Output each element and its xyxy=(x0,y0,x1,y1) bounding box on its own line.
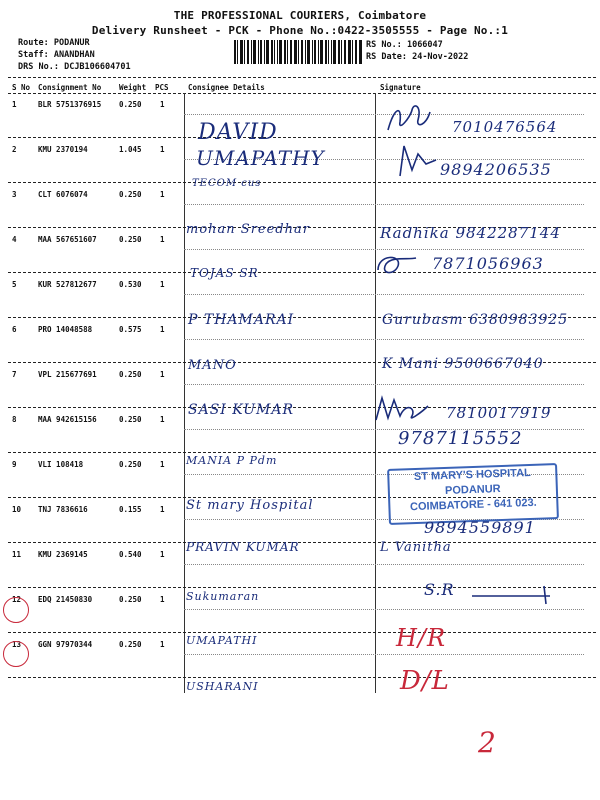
row-weight: 0.250 xyxy=(119,415,142,424)
handwritten-name: UMAPATHY xyxy=(196,146,325,170)
row-mid-rule xyxy=(184,609,584,610)
handwritten-name: MANIA P Pdm xyxy=(186,454,278,467)
row-consignment-number: VLI 108418 xyxy=(38,460,84,469)
handwritten-name: Sukumaran xyxy=(186,590,260,603)
runsheet-subtitle: Delivery Runsheet - PCK - Phone No.:0422-3505555 - Page No.:1 xyxy=(91,24,509,37)
row-consignment-number: BLR 5751376915 xyxy=(38,100,102,109)
row-pieces: 1 xyxy=(160,190,165,199)
row-serial-number: 10 xyxy=(12,505,22,514)
header-rule-top xyxy=(8,77,596,78)
col-consignee: Consignee Details xyxy=(188,83,265,92)
handwritten-phone: L Vanitha xyxy=(380,540,452,555)
rs-date-line: RS Date: 24-Nov-2022 xyxy=(366,52,469,62)
row-weight: 0.250 xyxy=(119,100,142,109)
handwritten-phone: K Mani 9500667040 xyxy=(382,356,544,372)
row-serial-number: 1 xyxy=(12,100,17,109)
row-weight: 0.250 xyxy=(119,595,142,604)
handwritten-name: TECOM cus xyxy=(192,178,262,189)
row-serial-number: 6 xyxy=(12,325,17,334)
hospital-stamp: ST MARY'S HOSPITAL PODANUR COIMBATORE - 641 023. xyxy=(387,463,559,525)
row-pieces: 1 xyxy=(160,145,165,154)
row-mid-rule xyxy=(184,339,584,340)
rs-no-line: RS No.: 1066047 xyxy=(366,40,443,50)
handwritten-name: MANO xyxy=(188,358,237,373)
handwritten-phone: 7010476564 xyxy=(452,118,558,136)
staff-line: Staff: ANANDHAN xyxy=(18,50,95,60)
row-weight: 0.250 xyxy=(119,460,142,469)
rs-no-value: 1066047 xyxy=(406,40,443,50)
consignee-column-divider xyxy=(184,93,185,693)
handwritten-phone: 9787115552 xyxy=(398,428,523,449)
row-serial-number: 3 xyxy=(12,190,17,199)
red-mark-page-count: 2 xyxy=(478,726,497,759)
handwritten-name: UMAPATHI xyxy=(186,634,258,647)
route-value: PODANUR xyxy=(53,38,90,48)
handwritten-phone: 9894559891 xyxy=(424,518,536,537)
row-consignment-number: MAA 942615156 xyxy=(38,415,97,424)
handwritten-name: SASI KUMAR xyxy=(188,402,295,418)
row-pieces: 1 xyxy=(160,595,165,604)
row-separator xyxy=(8,632,596,633)
row-separator xyxy=(8,677,596,678)
red-circle-row-12 xyxy=(3,597,29,623)
row-separator xyxy=(8,452,596,453)
signature-scribble-7 xyxy=(372,392,432,426)
rs-date-value: 24-Nov-2022 xyxy=(412,52,469,62)
runsheet-title: THE PROFESSIONAL COURIERS, Coimbatore xyxy=(173,9,427,22)
row-mid-rule xyxy=(184,204,584,205)
row-consignment-number: GGN 97970344 xyxy=(38,640,93,649)
col-weight: Weight xyxy=(119,83,147,92)
row-serial-number: 5 xyxy=(12,280,17,289)
handwritten-phone: 7810017919 xyxy=(446,404,552,422)
row-serial-number: 13 xyxy=(12,640,22,649)
row-pieces: 1 xyxy=(160,100,165,109)
row-pieces: 1 xyxy=(160,280,165,289)
handwritten-name: St mary Hospital xyxy=(186,498,314,513)
row-weight: 0.575 xyxy=(119,325,142,334)
row-weight: 0.540 xyxy=(119,550,142,559)
row-serial-number: 2 xyxy=(12,145,17,154)
handwritten-phone: Radhika 9842287144 xyxy=(380,224,561,242)
row-serial-number: 11 xyxy=(12,550,22,559)
header-rule-bottom xyxy=(8,93,596,94)
row-weight: 0.250 xyxy=(119,190,142,199)
row-weight: 0.250 xyxy=(119,640,142,649)
row-mid-rule xyxy=(184,429,584,430)
handwritten-name: USHARANI xyxy=(186,680,259,693)
row-weight: 0.530 xyxy=(119,280,142,289)
row-weight: 1.045 xyxy=(119,145,142,154)
row-consignment-number: MAA 567651607 xyxy=(38,235,97,244)
row-mid-rule xyxy=(184,384,584,385)
row-separator xyxy=(8,542,596,543)
row-mid-rule xyxy=(184,654,584,655)
red-circle-row-13 xyxy=(3,641,29,667)
row-pieces: 1 xyxy=(160,415,165,424)
col-signature: Signature xyxy=(380,83,421,92)
handwritten-name: mohan Sreedhar xyxy=(186,222,310,237)
route-line: Route: PODANUR xyxy=(18,38,90,48)
row-consignment-number: TNJ 7836616 xyxy=(38,505,88,514)
red-mark-dl: D/L xyxy=(400,666,450,696)
handwritten-phone: 9894206535 xyxy=(440,160,552,179)
row-serial-number: 8 xyxy=(12,415,17,424)
row-serial-number: 9 xyxy=(12,460,17,469)
row-pieces: 1 xyxy=(160,550,165,559)
drs-value: DCJB106604701 xyxy=(64,62,131,72)
row-pieces: 1 xyxy=(160,460,165,469)
row-serial-number: 12 xyxy=(12,595,22,604)
signature-scribble-12 xyxy=(470,582,560,606)
row-serial-number: 7 xyxy=(12,370,17,379)
row-weight: 0.250 xyxy=(119,370,142,379)
row-pieces: 1 xyxy=(160,640,165,649)
row-consignment-number: KMU 2369145 xyxy=(38,550,88,559)
handwritten-name: TOJAS SR xyxy=(190,266,259,280)
drs-line: DRS No.: DCJB106604701 xyxy=(18,62,131,72)
row-pieces: 1 xyxy=(160,370,165,379)
col-pcs: PCS xyxy=(155,83,169,92)
handwritten-name: DAVID xyxy=(198,120,278,145)
row-serial-number: 4 xyxy=(12,235,17,244)
row-weight: 0.155 xyxy=(119,505,142,514)
row-pieces: 1 xyxy=(160,235,165,244)
col-sno: S No xyxy=(12,83,31,92)
row-pieces: 1 xyxy=(160,505,165,514)
signature-scribble-1 xyxy=(382,98,442,138)
row-mid-rule xyxy=(184,564,584,565)
signature-scribble-2 xyxy=(396,140,440,180)
handwritten-name: P THAMARAI xyxy=(188,312,295,328)
barcode xyxy=(234,40,362,64)
handwritten-phone: Gurubasm 6380983925 xyxy=(382,312,569,328)
red-mark-hr: H/R xyxy=(396,624,447,652)
row-pieces: 1 xyxy=(160,325,165,334)
row-consignment-number: CLT 6076074 xyxy=(38,190,88,199)
row-separator xyxy=(8,182,596,183)
handwritten-name: PRAVIN KUMAR xyxy=(186,540,300,554)
row-consignment-number: KMU 2370194 xyxy=(38,145,88,154)
row-consignment-number: PRO 14048588 xyxy=(38,325,93,334)
row-consignment-number: VPL 215677691 xyxy=(38,370,97,379)
staff-value: ANANDHAN xyxy=(53,50,95,60)
handwritten-phone: 7871056963 xyxy=(432,254,544,273)
row-consignment-number: EDQ 21450830 xyxy=(38,595,93,604)
row-separator xyxy=(8,137,596,138)
row-weight: 0.250 xyxy=(119,235,142,244)
handwritten-phone: S.R xyxy=(424,580,455,599)
row-mid-rule xyxy=(184,294,584,295)
col-consignment: Consignment No xyxy=(38,83,102,92)
signature-scribble-4 xyxy=(372,250,422,278)
row-consignment-number: KUR 527812677 xyxy=(38,280,97,289)
